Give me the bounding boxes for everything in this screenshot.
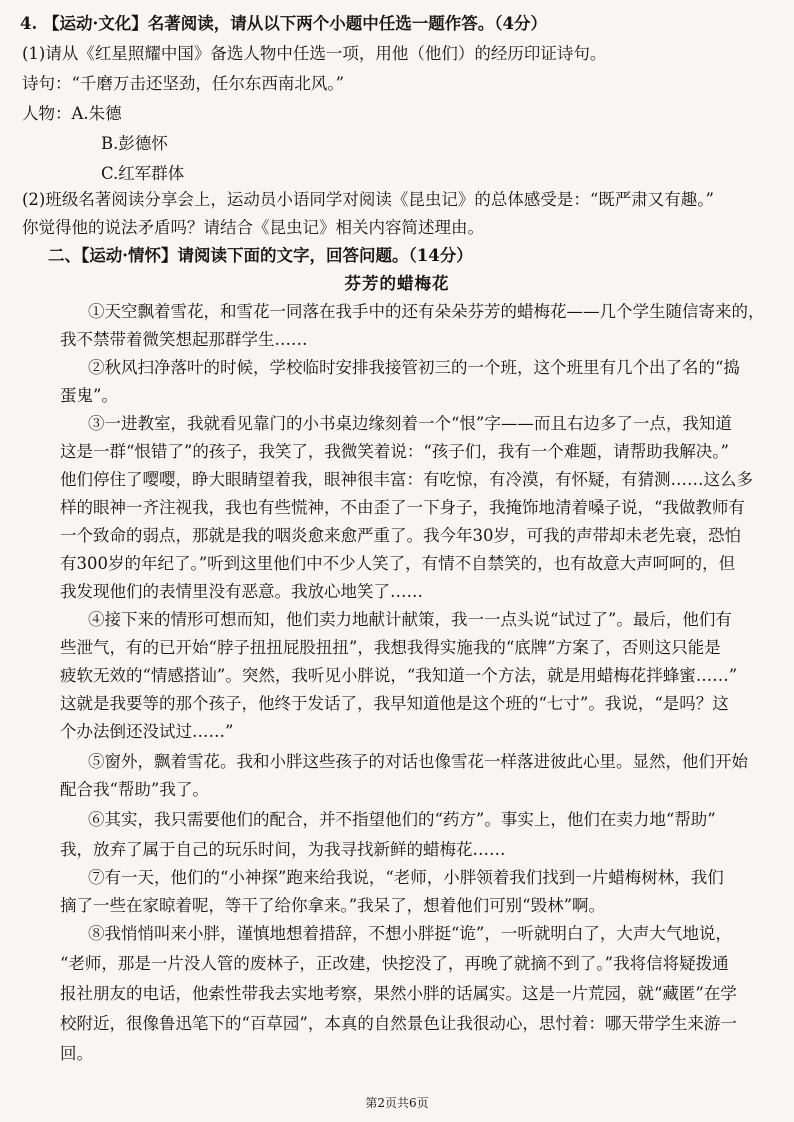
passage-line: 校附近，很像鲁迅笔下的“百草园”，本真的自然景色让我很动心，思忖着：哪天带学生来游一 [60,1014,737,1033]
passage-line: ⑤窗外，飘着雪花。我和小胖这些孩子的对话也像雪花一样落进彼此心里。显然，他们开始 [88,752,748,771]
passage-line: 这是一群“恨错了”的孩子，我笑了，我微笑着说：“孩子们，我有一个难题，请帮助我解决。” [60,442,729,461]
passage-line: 样的眼神一齐注视我，我也有些慌神，不由歪了一下身子，我掩饰地清着嗓子说，“我做教师有 [60,498,745,517]
question-4-sub2-line2: 你觉得他的说法矛盾吗？请结合《昆虫记》相关内容简述理由。 [22,218,484,237]
passage-line: ③一进教室，我就看见靠门的小书桌边缘刻着一个“恨”字——而且右边多了一点，我知道 [88,414,732,433]
passage-line: ②秋风扫净落叶的时候，学校临时安排我接管初三的一个班，这个班里有几个出了名的“捣 [88,358,740,377]
passage-line: ⑧我悄悄叫来小胖，谨慎地想着措辞，不想小胖挺“诡”，一听就明白了，大声大气地说， [88,924,732,943]
passage-line: 有300岁的年纪了。”听到这里他们中不少人笑了，有情不自禁笑的，也有故意大声呵呵的，但 [60,554,736,573]
question-4-option-b: B.彭德怀 [101,134,168,153]
passage-title: 芬芳的蜡梅花 [344,274,450,293]
question-4-sub1-prompt: (1)请从《红星照耀中国》备选人物中任选一项，用他（他们）的经历印证诗句。 [22,44,607,63]
question-4-header: 4. 【运动·文化】名著阅读，请从以下两个小题中任选一题作答。（4分） [20,14,547,33]
passage-line: “老师，那是一片没人管的废林子，正改建，快挖没了，再晚了就摘不到了。”我将信将疑拨通 [60,954,729,973]
passage-line: 蛋鬼”。 [60,386,118,405]
passage-line: ⑥其实，我只需要他们的配合，并不指望他们的“药方”。事实上，他们在卖力地“帮助” [88,810,716,829]
passage-line: 些泄气，有的已开始“脖子扭扭屁股扭扭”，我想我得实施我的“底牌”方案了，否则这只能是 [60,638,721,657]
passage-line: 我发现他们的表情里没有恶意。我放心地笑了…… [60,582,423,601]
passage-line: ⑦有一天，他们的“小神探”跑来给我说，“老师，小胖领着我们找到一片蜡梅树林，我们 [88,868,724,887]
passage-line: ④接下来的情形可想而知，他们卖力地献计献策，我一一点头说“试过了”。最后，他们有 [88,610,732,629]
passage-line: 我，放弃了属于自己的玩乐时间，为我寻找新鲜的蜡梅花…… [60,840,506,859]
question-4-sub2-line1: (2)班级名著阅读分享会上，运动员小语同学对阅读《昆虫记》的总体感受是：“既严肃又有趣。” [22,190,714,209]
passage-line: 摘了一些在家晾着呢，等干了给你拿来。”我呆了，想着他们可别“毁林”啊。 [60,896,606,915]
section-2-header: 二、【运动·情怀】请阅读下面的文字，回答问题。（14分） [48,246,473,265]
passage-line: 配合我“帮助”我了。 [60,780,209,799]
question-4-figures-label: 人物：A.朱德 [22,104,122,123]
page-number: 第2页共6页 [365,1096,429,1110]
passage-line: 回。 [60,1044,93,1063]
passage-line: 个办法倒还没试过……” [60,722,234,741]
passage-line: 我不禁带着微笑想起那群学生…… [60,330,308,349]
passage-line: 疲软无效的“情感搭讪”。突然，我听见小胖说，“我知道一个方法，就是用蜡梅花拌蜂蜜……” [60,666,738,685]
passage-line: ①天空飘着雪花，和雪花一同落在我手中的还有朵朵芬芳的蜡梅花——几个学生随信寄来的， [88,302,765,321]
passage-line: 这就是我要等的那个孩子，他终于发话了，我早知道他是这个班的“七寸”。我说，“是吗？这 [60,694,729,713]
question-4-option-c: C.红军群体 [101,164,185,183]
passage-line: 报社朋友的电话，他索性带我去实地考察，果然小胖的话属实。这是一片荒园，就“藏匿”在学 [60,984,737,1003]
passage-line: 他们停住了嘤嘤，睁大眼睛望着我，眼神很丰富：有吃惊，有冷漠，有怀疑，有猜测……这么多 [60,470,753,489]
passage-line: 一个致命的弱点，那就是我的咽炎愈来愈严重了。我今年30岁，可我的声带却未老先衰，恐怕 [60,526,741,545]
question-4-poem: 诗句：“千磨万击还坚劲，任尔东西南北风。” [22,74,345,93]
